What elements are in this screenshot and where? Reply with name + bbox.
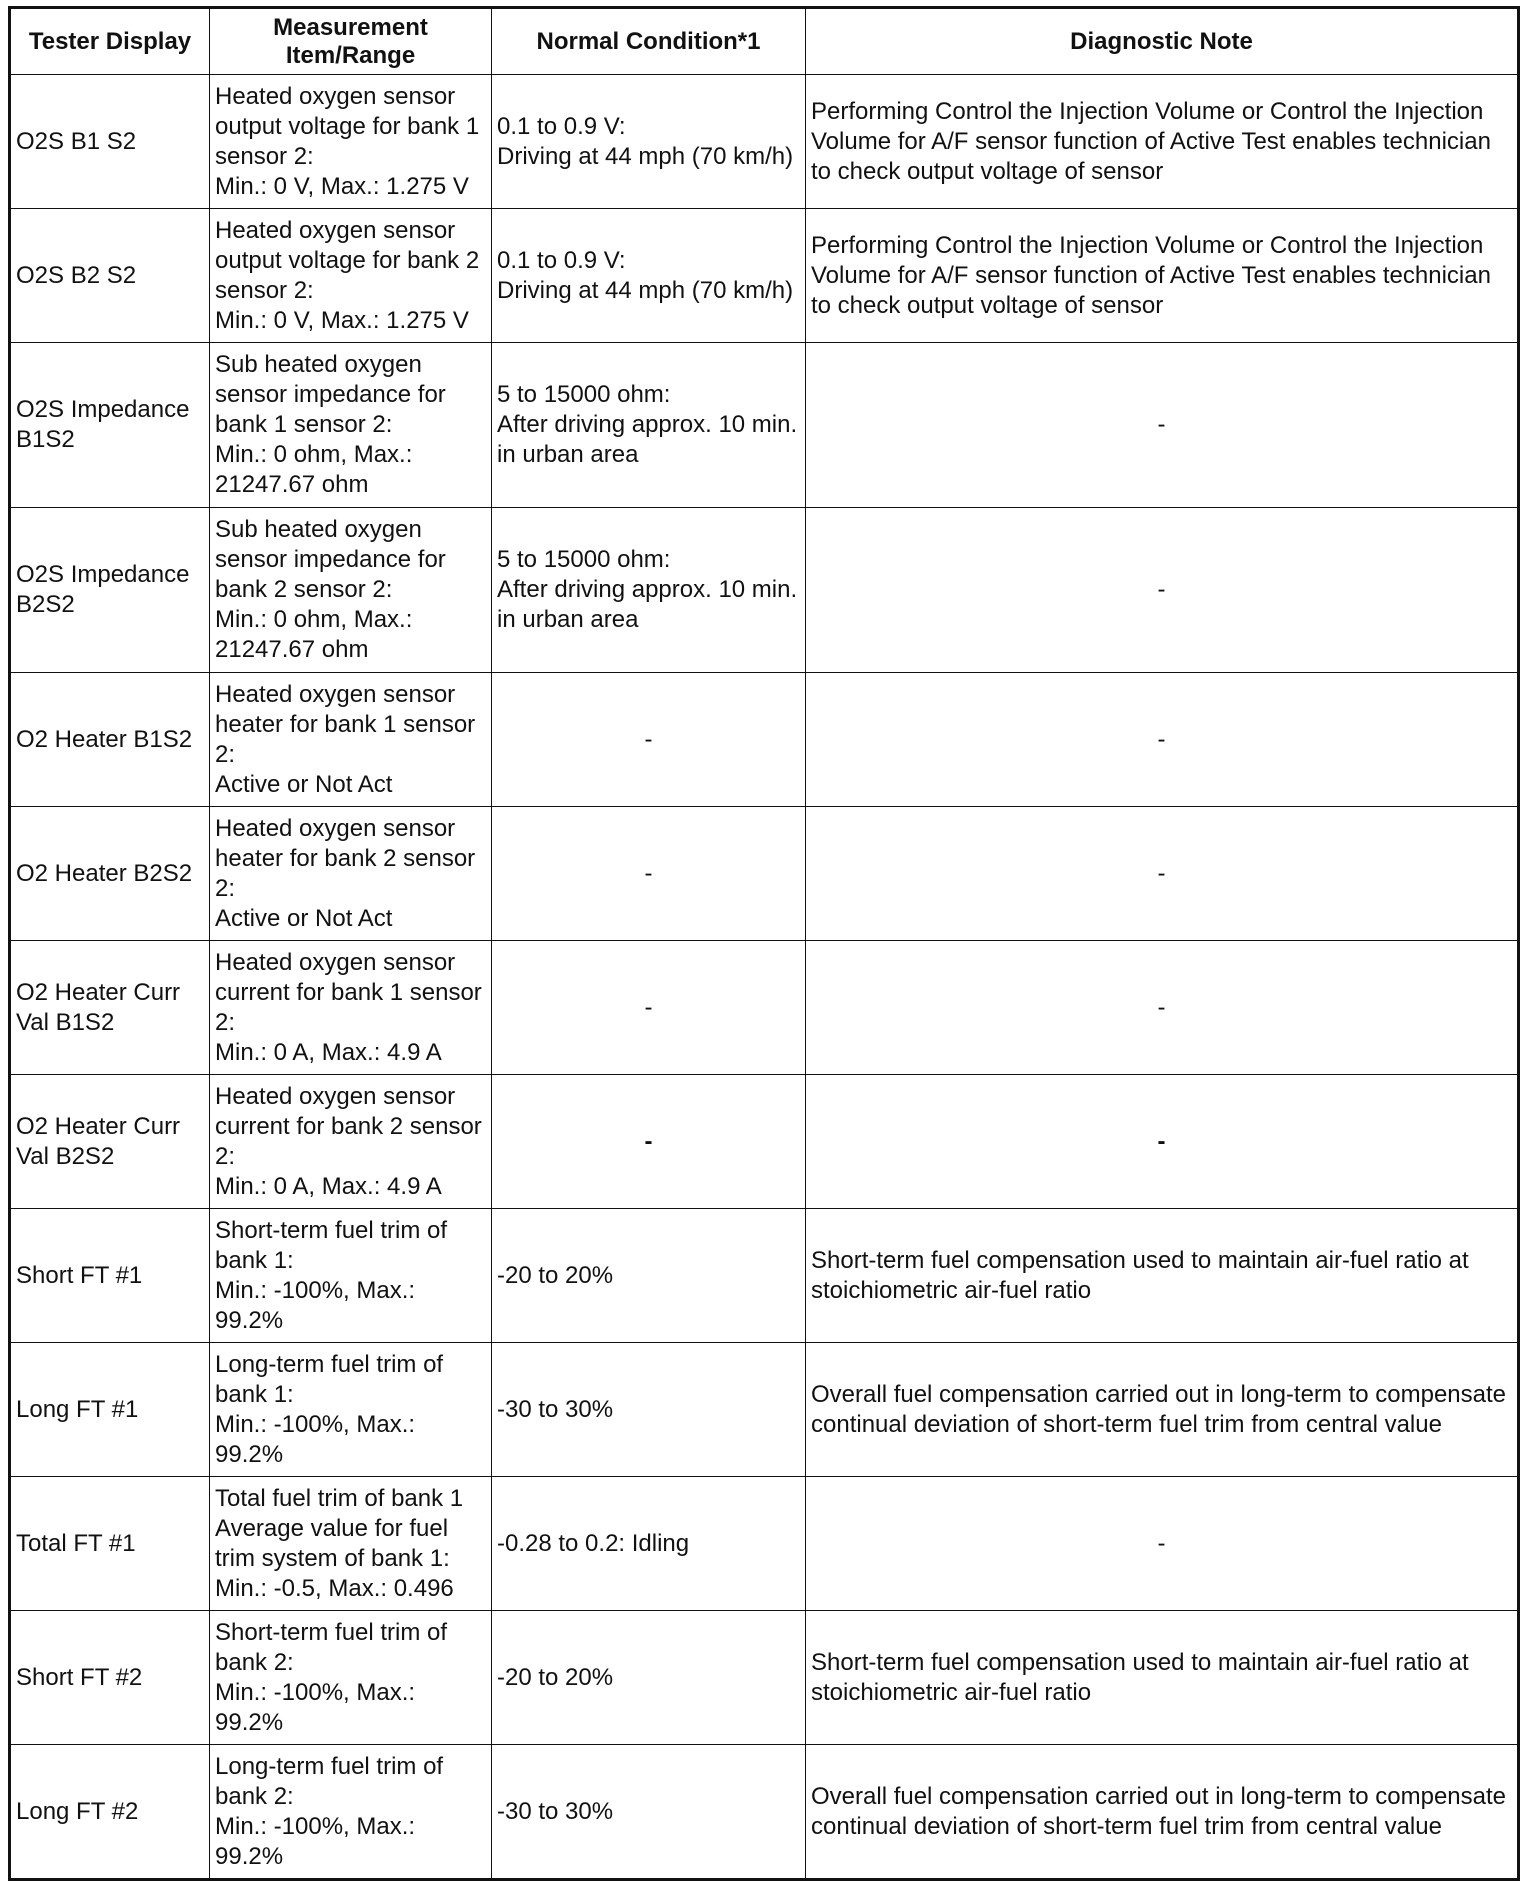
table-row <box>10 75 1519 209</box>
table-row <box>10 508 1519 673</box>
table-header <box>10 8 1519 75</box>
header-diagnostic-note: Diagnostic Note <box>806 8 1519 75</box>
normal-condition-cell: 0.1 to 0.9 V: Driving at 44 mph (70 km/h) <box>492 209 806 343</box>
measurement-cell: Sub heated oxygen sensor impedance for bank 2 sensor 2: Min.: 0 ohm, Max.: 21247.67 ohm <box>210 508 492 673</box>
diagnostic-note-cell: Short-term fuel compensation used to maintain air-fuel ratio at stoichiometric air-fuel ratio <box>806 1209 1519 1343</box>
table-row <box>10 209 1519 343</box>
measurement-cell: Heated oxygen sensor heater for bank 1 sensor 2: Active or Not Act <box>210 673 492 807</box>
table-row <box>10 1477 1519 1611</box>
measurement-cell: Total fuel trim of bank 1 Average value for fuel trim system of bank 1: Min.: -0.5, Max.: 0.496 <box>210 1477 492 1611</box>
normal-condition-cell: -30 to 30% <box>492 1745 806 1880</box>
diagnostic-note-cell: - <box>806 1477 1519 1611</box>
diagnostic-note-cell: Performing Control the Injection Volume or Control the Injection Volume for A/F sensor function of Active Test enables technician to check output voltage of sensor <box>806 75 1519 209</box>
diagnostic-note-cell: - <box>806 343 1519 508</box>
normal-condition-cell: - <box>492 1075 806 1209</box>
table-row <box>10 1611 1519 1745</box>
diagnostic-note-cell: - <box>806 807 1519 941</box>
tester-display-cell: O2S Impedance B1S2 <box>10 343 210 508</box>
tester-display-cell: Long FT #1 <box>10 1343 210 1477</box>
tester-display-cell: Short FT #1 <box>10 1209 210 1343</box>
tester-display-cell: O2S B2 S2 <box>10 209 210 343</box>
diagnostic-note-cell: Overall fuel compensation carried out in long-term to compensate continual deviation of short-term fuel trim from central value <box>806 1343 1519 1477</box>
tester-display-cell: O2 Heater B2S2 <box>10 807 210 941</box>
table-row <box>10 1343 1519 1477</box>
tester-display-cell: Total FT #1 <box>10 1477 210 1611</box>
tester-display-cell: O2 Heater B1S2 <box>10 673 210 807</box>
normal-condition-cell: 5 to 15000 ohm: After driving approx. 10 min. in urban area <box>492 508 806 673</box>
measurement-cell: Sub heated oxygen sensor impedance for bank 1 sensor 2: Min.: 0 ohm, Max.: 21247.67 ohm <box>210 343 492 508</box>
diagnostic-note-cell: - <box>806 673 1519 807</box>
table-row <box>10 1745 1519 1880</box>
diagnostic-note-cell: Overall fuel compensation carried out in long-term to compensate continual deviation of short-term fuel trim from central value <box>806 1745 1519 1880</box>
measurement-cell: Heated oxygen sensor heater for bank 2 sensor 2: Active or Not Act <box>210 807 492 941</box>
diagnostic-note-cell: Short-term fuel compensation used to maintain air-fuel ratio at stoichiometric air-fuel ratio <box>806 1611 1519 1745</box>
tester-display-cell: Short FT #2 <box>10 1611 210 1745</box>
normal-condition-cell: -20 to 20% <box>492 1209 806 1343</box>
table-row <box>10 1075 1519 1209</box>
measurement-cell: Short-term fuel trim of bank 2: Min.: -100%, Max.: 99.2% <box>210 1611 492 1745</box>
normal-condition-cell: 5 to 15000 ohm: After driving approx. 10 min. in urban area <box>492 343 806 508</box>
table-body <box>10 75 1519 1880</box>
table-row <box>10 1209 1519 1343</box>
diagnostic-note-cell: Performing Control the Injection Volume or Control the Injection Volume for A/F sensor function of Active Test enables technician to check output voltage of sensor <box>806 209 1519 343</box>
table-row <box>10 673 1519 807</box>
header-measurement-item-range: Measurement Item/Range <box>210 8 492 75</box>
tester-display-cell: O2S Impedance B2S2 <box>10 508 210 673</box>
measurement-cell: Short-term fuel trim of bank 1: Min.: -100%, Max.: 99.2% <box>210 1209 492 1343</box>
normal-condition-cell: -20 to 20% <box>492 1611 806 1745</box>
normal-condition-cell: - <box>492 807 806 941</box>
tester-display-cell: O2 Heater Curr Val B2S2 <box>10 1075 210 1209</box>
normal-condition-cell: - <box>492 941 806 1075</box>
tester-display-cell: O2S B1 S2 <box>10 75 210 209</box>
normal-condition-cell: - <box>492 673 806 807</box>
header-normal-condition: Normal Condition*1 <box>492 8 806 75</box>
measurement-cell: Heated oxygen sensor output voltage for bank 1 sensor 2: Min.: 0 V, Max.: 1.275 V <box>210 75 492 209</box>
diagnostic-note-cell: - <box>806 941 1519 1075</box>
tester-display-cell: Long FT #2 <box>10 1745 210 1880</box>
data-list-table <box>8 6 1520 1881</box>
measurement-cell: Heated oxygen sensor output voltage for bank 2 sensor 2: Min.: 0 V, Max.: 1.275 V <box>210 209 492 343</box>
normal-condition-cell: -30 to 30% <box>492 1343 806 1477</box>
measurement-cell: Heated oxygen sensor current for bank 1 sensor 2: Min.: 0 A, Max.: 4.9 A <box>210 941 492 1075</box>
table-row <box>10 807 1519 941</box>
diagnostic-note-cell: - <box>806 1075 1519 1209</box>
measurement-cell: Long-term fuel trim of bank 2: Min.: -100%, Max.: 99.2% <box>210 1745 492 1880</box>
measurement-cell: Long-term fuel trim of bank 1: Min.: -100%, Max.: 99.2% <box>210 1343 492 1477</box>
measurement-cell: Heated oxygen sensor current for bank 2 sensor 2: Min.: 0 A, Max.: 4.9 A <box>210 1075 492 1209</box>
table-row <box>10 343 1519 508</box>
header-tester-display: Tester Display <box>10 8 210 75</box>
diagnostic-note-cell: - <box>806 508 1519 673</box>
tester-display-cell: O2 Heater Curr Val B1S2 <box>10 941 210 1075</box>
normal-condition-cell: -0.28 to 0.2: Idling <box>492 1477 806 1611</box>
header-row <box>10 8 1519 75</box>
table-row <box>10 941 1519 1075</box>
normal-condition-cell: 0.1 to 0.9 V: Driving at 44 mph (70 km/h) <box>492 75 806 209</box>
